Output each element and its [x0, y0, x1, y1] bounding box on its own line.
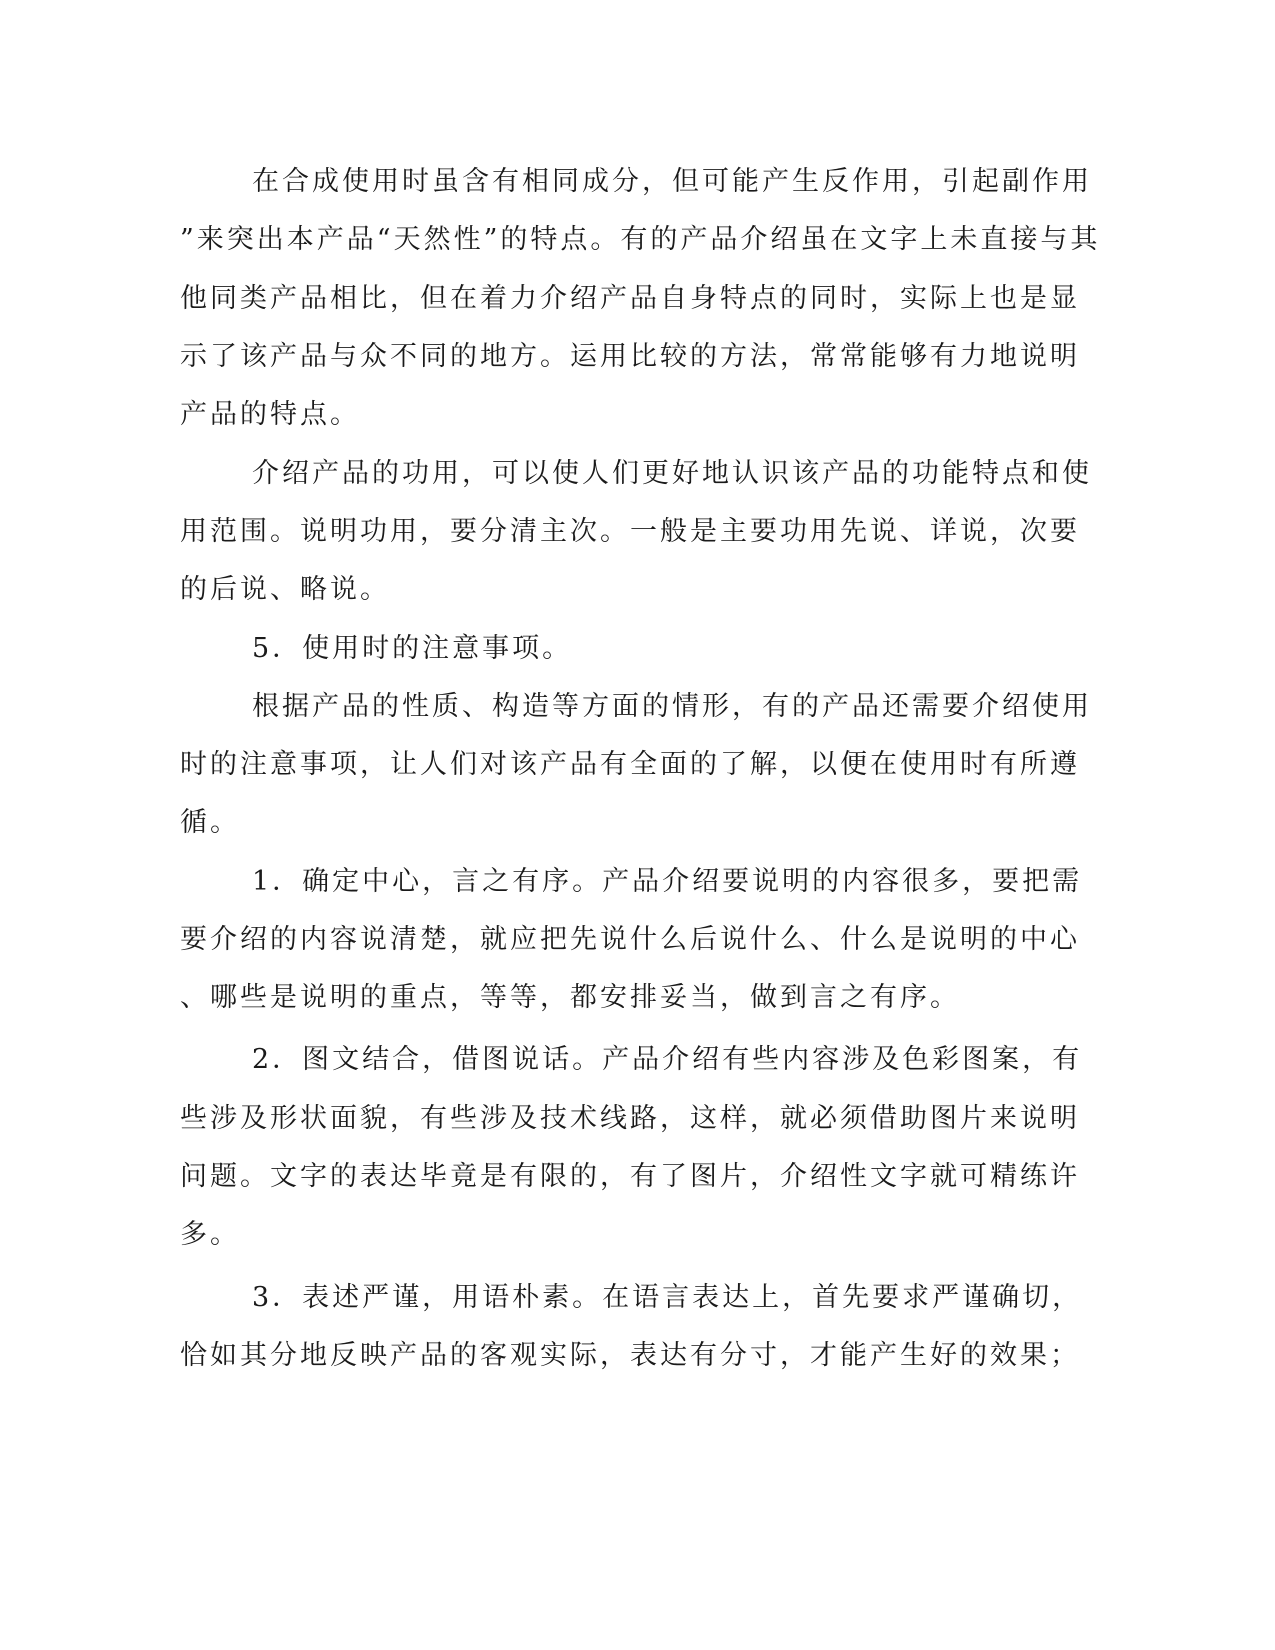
- text-line: 、哪些是说明的重点，等等，都安排妥当，做到言之有序。: [180, 982, 960, 1013]
- text-line: 恰如其分地反映产品的客观实际，表达有分寸，才能产生好的效果；: [180, 1340, 1080, 1371]
- text-line: ”来突出本产品“天然性”的特点。有的产品介绍虽在文字上未直接与其: [180, 224, 1101, 255]
- text-line: 根据产品的性质、构造等方面的情形，有的产品还需要介绍使用: [252, 691, 1092, 722]
- text-line: 他同类产品相比，但在着力介绍产品自身特点的同时，实际上也是显: [180, 283, 1080, 314]
- text-line: 要介绍的内容说清楚，就应把先说什么后说什么、什么是说明的中心: [180, 924, 1080, 955]
- text-line: 1．确定中心，言之有序。产品介绍要说明的内容很多，要把需: [252, 866, 1083, 897]
- text-line: 5．使用时的注意事项。: [252, 633, 573, 664]
- text-line: 些涉及形状面貌，有些涉及技术线路，这样，就必须借助图片来说明: [180, 1103, 1080, 1134]
- text-line: 用范围。说明功用，要分清主次。一般是主要功用先说、详说，次要: [180, 516, 1080, 547]
- text-line: 产品的特点。: [180, 399, 360, 430]
- text-line: 介绍产品的功用，可以使人们更好地认识该产品的功能特点和使: [252, 458, 1092, 489]
- text-line: 示了该产品与众不同的地方。运用比较的方法，常常能够有力地说明: [180, 341, 1080, 372]
- text-line: 2．图文结合，借图说话。产品介绍有些内容涉及色彩图案，有: [252, 1044, 1083, 1075]
- text-line: 多。: [180, 1219, 240, 1250]
- text-line: 时的注意事项，让人们对该产品有全面的了解，以便在使用时有所遵: [180, 749, 1080, 780]
- text-line: 循。: [180, 807, 240, 838]
- text-line: 的后说、略说。: [180, 574, 390, 605]
- text-line: 3．表述严谨，用语朴素。在语言表达上，首先要求严谨确切，: [252, 1282, 1083, 1313]
- text-line: 在合成使用时虽含有相同成分，但可能产生反作用，引起副作用: [252, 166, 1092, 197]
- text-line: 问题。文字的表达毕竟是有限的，有了图片，介绍性文字就可精练许: [180, 1161, 1080, 1192]
